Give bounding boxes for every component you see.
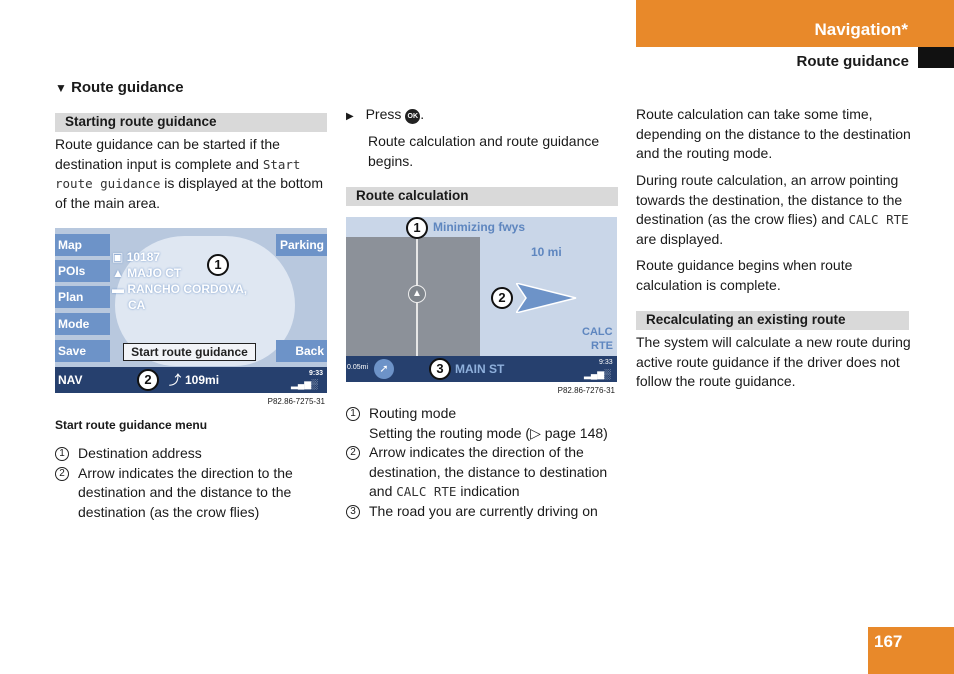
clock-readout: 9:33 [309,370,324,377]
ok-button-icon: OK [405,109,420,124]
para-text-end: are displayed. [636,230,724,247]
nav-status-bar [55,367,327,393]
legend-number: 2 [346,446,360,460]
menu-map[interactable]: Map [55,234,110,256]
city-icon: ▬ [112,282,124,296]
legend-text: Routing mode [369,405,457,421]
route-guidance-title: Route guidance [71,79,184,96]
rte-label: RTE [591,340,613,352]
legend-text: Arrow indicates the direction to the destination and the distance to the destination (as the crow flies) [78,464,293,520]
legend-text: Arrow indicates the direction of the destination, the distance to destination and [369,444,608,499]
step-result: Route calculation and route guidance begins. [368,133,600,169]
step-bullet-icon: ▶ [346,111,354,122]
map-scale: 0.05mi [347,364,369,371]
address-state: CA [128,298,146,312]
direction-arrow-icon: ⤴ [169,373,182,387]
right-para-1: Route calculation can take some time, depending on the distance to the destination and the routing mode. [636,106,911,161]
press-ok-step: ▶ Press OK . [346,106,425,122]
route-calculation-screen [346,217,617,382]
legend-number: 3 [346,505,360,519]
address-block [112,249,262,313]
legend-text: Destination address [78,445,202,461]
middle-legend [346,404,623,521]
address-number: 10187 [126,250,161,264]
route-guidance-heading [55,78,184,98]
page-number-tab [868,627,954,674]
start-route-guidance-button[interactable]: Start route guidance [123,343,256,361]
legend-subtext: Setting the routing mode (▷ page 148) [369,424,608,441]
legend-number: 1 [55,447,69,461]
compass-icon[interactable]: ➚ [374,359,394,379]
current-road: MAIN ST [455,362,505,376]
parking-button[interactable]: Parking [276,234,327,256]
section-title: Navigation* [814,20,908,39]
street-icon: ▲ [112,266,124,280]
signal-icon: ▂▄▆░ [584,369,611,379]
para-mono: Start route guidance [55,156,301,191]
screen-caption: Start route guidance menu [55,418,208,432]
calc-label: CALC [582,326,613,338]
step-text: Press [365,106,402,122]
clock-readout: 9:33 [599,359,613,366]
legend-number: 2 [55,467,69,481]
right-para-4: The system will calculate a new route during active route guidance if the driver does not follow the route guidance. [636,334,911,389]
subsection-title: Route guidance [796,53,909,70]
starting-route-guidance-heading: Starting route guidance [55,113,327,132]
screen-ref-middle: P82.86-7276-31 [557,386,615,395]
legend-item [346,443,623,502]
road-status-bar [346,356,617,382]
address-city: RANCHO CORDOVA, [127,282,248,296]
callout-1: 1 [406,217,428,239]
legend-item [55,444,330,464]
callout-2: 2 [491,287,513,309]
legend-text: The road you are currently driving on [369,502,598,519]
right-para-2 [636,171,911,249]
right-para-3: Route guidance begins when route calculation is complete. [636,257,853,293]
legend-item [346,502,623,522]
house-number-icon: ▣ [112,250,124,264]
callout-2: 2 [137,369,159,391]
mode-bar [346,217,617,237]
callout-3: 3 [429,358,451,380]
nav-label: NAV [58,373,83,387]
destination-arrow-icon [516,283,578,313]
section-tab [636,0,954,47]
recalculating-route-heading: Recalculating an existing route [636,311,909,330]
start-route-guidance-screen [55,228,327,393]
distance-readout: 109mi [185,373,220,387]
routing-mode-text: Minimizing fwys [433,220,526,234]
legend-mono: CALC RTE [396,484,457,499]
para-text-end: is displayed at the bottom of the main area. [55,175,324,211]
left-legend [55,444,330,522]
legend-item [55,464,330,523]
menu-plan[interactable]: Plan [55,286,110,308]
triangle-down-icon: ▼ [55,81,67,95]
legend-number: 1 [346,407,360,421]
vehicle-position-icon: ▲ [408,285,426,303]
menu-pois[interactable]: POIs [55,260,110,282]
menu-save[interactable]: Save [55,340,110,362]
signal-icon: ▂▄▆░ [291,379,318,389]
back-button[interactable]: Back [276,340,327,362]
page-number: 167 [874,632,903,651]
starting-route-guidance-text [55,135,330,213]
distance-readout: 10 mi [531,245,562,259]
para-mono: CALC RTE [848,212,909,227]
route-calculation-heading: Route calculation [346,187,618,206]
callout-1: 1 [207,254,229,276]
para-text: Route guidance can be started if the destination input is complete and [55,136,280,172]
menu-mode[interactable]: Mode [55,313,110,335]
para-text: During route calculation, an arrow pointing towards the destination, the distance to the destination (as the crow flies) and [636,172,903,227]
legend-item [346,404,623,443]
address-street: MAJO CT [127,266,182,280]
screen-ref-left: P82.86-7275-31 [267,397,325,406]
legend-text-end: indication [460,483,520,499]
subsection-marker [918,47,954,68]
